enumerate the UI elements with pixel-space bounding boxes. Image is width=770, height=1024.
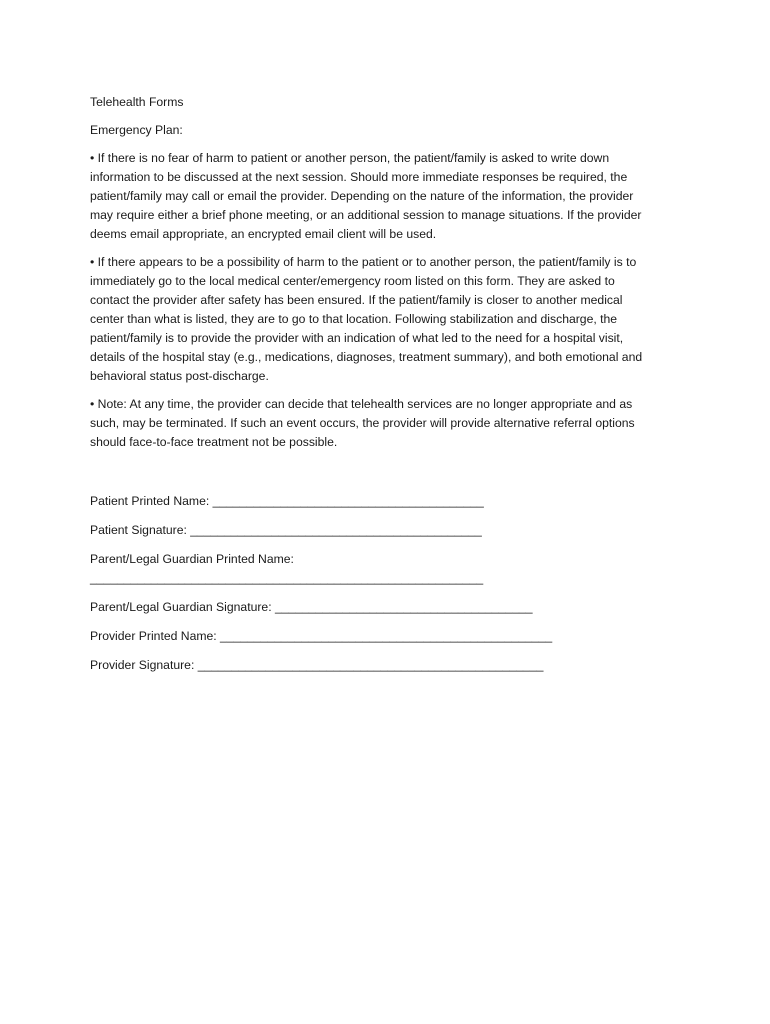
text-line: patient/family is to provide the provider with an indication of what led to the need for a hospital visit, bbox=[90, 331, 624, 345]
text-line: behavioral status post-discharge. bbox=[90, 369, 269, 383]
guardian-signature-field[interactable]: Parent/Legal Guardian Signature: ______________________________________ bbox=[90, 600, 533, 614]
text-line: • Note: At any time, the provider can decide that telehealth services are no longer appropriate and as bbox=[90, 397, 633, 411]
provider-signature-field[interactable]: Provider Signature: ___________________________________________________ bbox=[90, 658, 544, 672]
patient-printed-name-field[interactable]: Patient Printed Name: ________________________________________ bbox=[90, 494, 484, 508]
section-heading: Emergency Plan: bbox=[90, 123, 183, 137]
provider-printed-name-field[interactable]: Provider Printed Name: _________________________________________________ bbox=[90, 629, 553, 643]
patient-signature-field[interactable]: Patient Signature: ___________________________________________ bbox=[90, 523, 482, 537]
guardian-printed-name-line[interactable]: __________________________________________________________ bbox=[90, 571, 484, 585]
paragraph-possible-harm bbox=[90, 253, 680, 386]
text-line: information to be discussed at the next session. Should more immediate responses be required, the bbox=[90, 170, 628, 184]
text-line: • If there is no fear of harm to patient or another person, the patient/family is asked to write down bbox=[90, 151, 610, 165]
text-line: such, may be terminated. If such an event occurs, the provider will provide alternative referral options bbox=[90, 416, 635, 430]
document-body bbox=[90, 93, 680, 461]
text-line: should face-to-face treatment not be possible. bbox=[90, 435, 338, 449]
document-title: Telehealth Forms bbox=[90, 95, 184, 109]
text-line: may require either a brief phone meeting, or an additional session to manage situations. If the provider bbox=[90, 208, 642, 222]
guardian-printed-name-field[interactable] bbox=[90, 550, 690, 588]
guardian-printed-name-label: Parent/Legal Guardian Printed Name: bbox=[90, 552, 294, 566]
text-line: contact the provider after safety has been ensured. If the patient/family is closer to another medical bbox=[90, 293, 623, 307]
text-line: deems email appropriate, an encrypted email client will be used. bbox=[90, 227, 437, 241]
signature-fields bbox=[90, 492, 690, 685]
text-line: immediately go to the local medical center/emergency room listed on this form. They are asked to bbox=[90, 274, 615, 288]
text-line: details of the hospital stay (e.g., medications, diagnoses, treatment summary), and both emotional and bbox=[90, 350, 643, 364]
paragraph-no-harm bbox=[90, 149, 680, 244]
text-line: patient/family may call or email the provider. Depending on the nature of the information, the provider bbox=[90, 189, 634, 203]
text-line: • If there appears to be a possibility of harm to the patient or to another person, the patient/family is to bbox=[90, 255, 637, 269]
text-line: center than what is listed, they are to go to that location. Following stabilization and discharge, the bbox=[90, 312, 618, 326]
paragraph-note bbox=[90, 395, 680, 452]
